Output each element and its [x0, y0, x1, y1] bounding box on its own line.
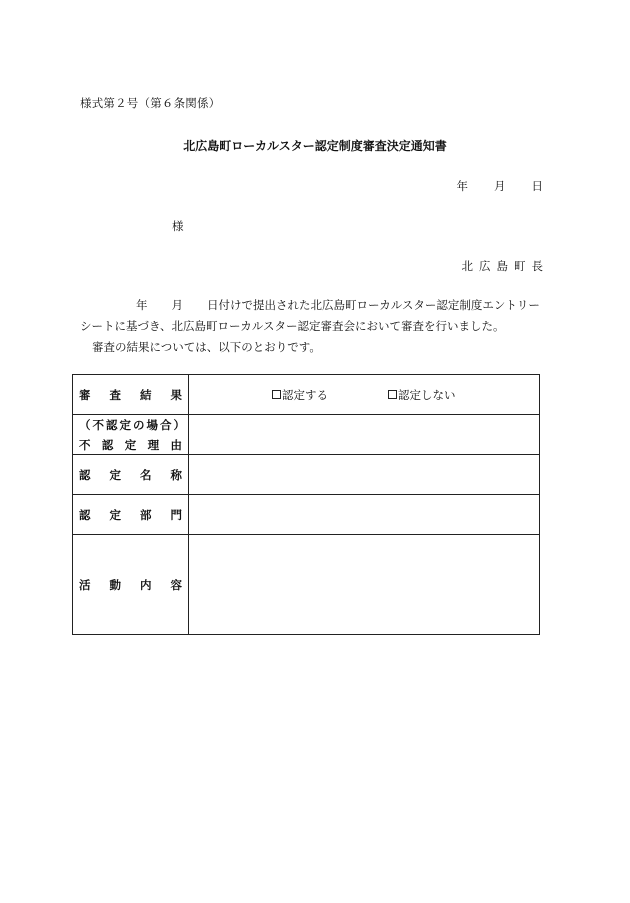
- label-char: 果: [170, 387, 182, 402]
- body-month: 月: [171, 298, 183, 312]
- body-year: 年: [136, 298, 148, 312]
- label-char: 内: [140, 577, 152, 592]
- label-certification-name: [73, 455, 189, 495]
- date-line: [457, 178, 544, 194]
- label-char: 部: [140, 507, 152, 522]
- table-row: [73, 375, 540, 415]
- label-certification-category: [73, 495, 189, 535]
- review-table: [72, 374, 540, 635]
- issuer-name: 北広島町長: [461, 259, 549, 273]
- body-line1-rest: 日付けで提出された北広島町ローカルスター認定制度エントリー: [207, 298, 540, 312]
- body-line-3: [80, 337, 550, 358]
- approve-label: 認定する: [282, 387, 328, 402]
- table-row: [73, 455, 540, 495]
- table-row: [73, 415, 540, 455]
- label-subnote: （不認定の場合）: [79, 417, 187, 432]
- label-char: 認: [79, 467, 91, 482]
- table-row: [73, 535, 540, 635]
- rejection-reason-field[interactable]: [189, 415, 540, 455]
- spread-label: [79, 507, 182, 523]
- label-char: 定: [124, 437, 137, 452]
- label-char: 活: [79, 577, 91, 592]
- label-char: 理: [147, 437, 160, 452]
- label-char: 容: [170, 577, 182, 592]
- body-line-2: シートに基づき、北広島町ローカルスター認定審査会において審査を行いました。: [80, 319, 505, 333]
- review-result-choices: [189, 375, 540, 415]
- label-char: 定: [109, 507, 121, 522]
- spread-label: [79, 577, 182, 593]
- reject-checkbox[interactable]: [388, 387, 456, 403]
- label-rejection-reason: [73, 415, 189, 455]
- label-char: 門: [170, 507, 182, 522]
- table-row: [73, 495, 540, 535]
- label-char: 名: [140, 467, 152, 482]
- date-month: 月: [494, 179, 506, 193]
- label-char: 査: [109, 387, 121, 402]
- label-char: 不: [79, 437, 91, 452]
- label-activity-content: [73, 535, 189, 635]
- activity-content-field[interactable]: [189, 535, 540, 635]
- approve-checkbox[interactable]: [272, 387, 328, 403]
- label-char: 称: [170, 467, 182, 482]
- date-day: 日: [531, 179, 543, 193]
- spread-label: [79, 437, 182, 453]
- label-char: 動: [109, 577, 121, 592]
- date-year: 年: [456, 179, 468, 193]
- body-line3-text: 審査の結果については、以下のとおりです。: [92, 340, 321, 354]
- label-review-result: [73, 375, 189, 415]
- checkbox-icon: [272, 390, 281, 399]
- certification-category-field[interactable]: [189, 495, 540, 535]
- body-text: [80, 295, 550, 358]
- spread-label: [79, 387, 182, 403]
- label-char: 結: [140, 387, 152, 402]
- label-char: 認: [101, 437, 114, 452]
- label-char: 定: [109, 467, 121, 482]
- label-char: 認: [79, 507, 91, 522]
- certification-name-field[interactable]: [189, 455, 540, 495]
- label-char: 審: [79, 387, 91, 402]
- document-title: 北広島町ローカルスター認定制度審査決定通知書: [183, 139, 447, 153]
- reject-label: 認定しない: [398, 387, 456, 402]
- form-number: 様式第２号（第６条関係）: [80, 96, 221, 110]
- addressee-suffix: 様: [172, 219, 184, 233]
- spread-label: [79, 467, 182, 483]
- label-char: 由: [170, 437, 182, 452]
- body-line-1: [80, 295, 550, 316]
- checkbox-icon: [388, 390, 397, 399]
